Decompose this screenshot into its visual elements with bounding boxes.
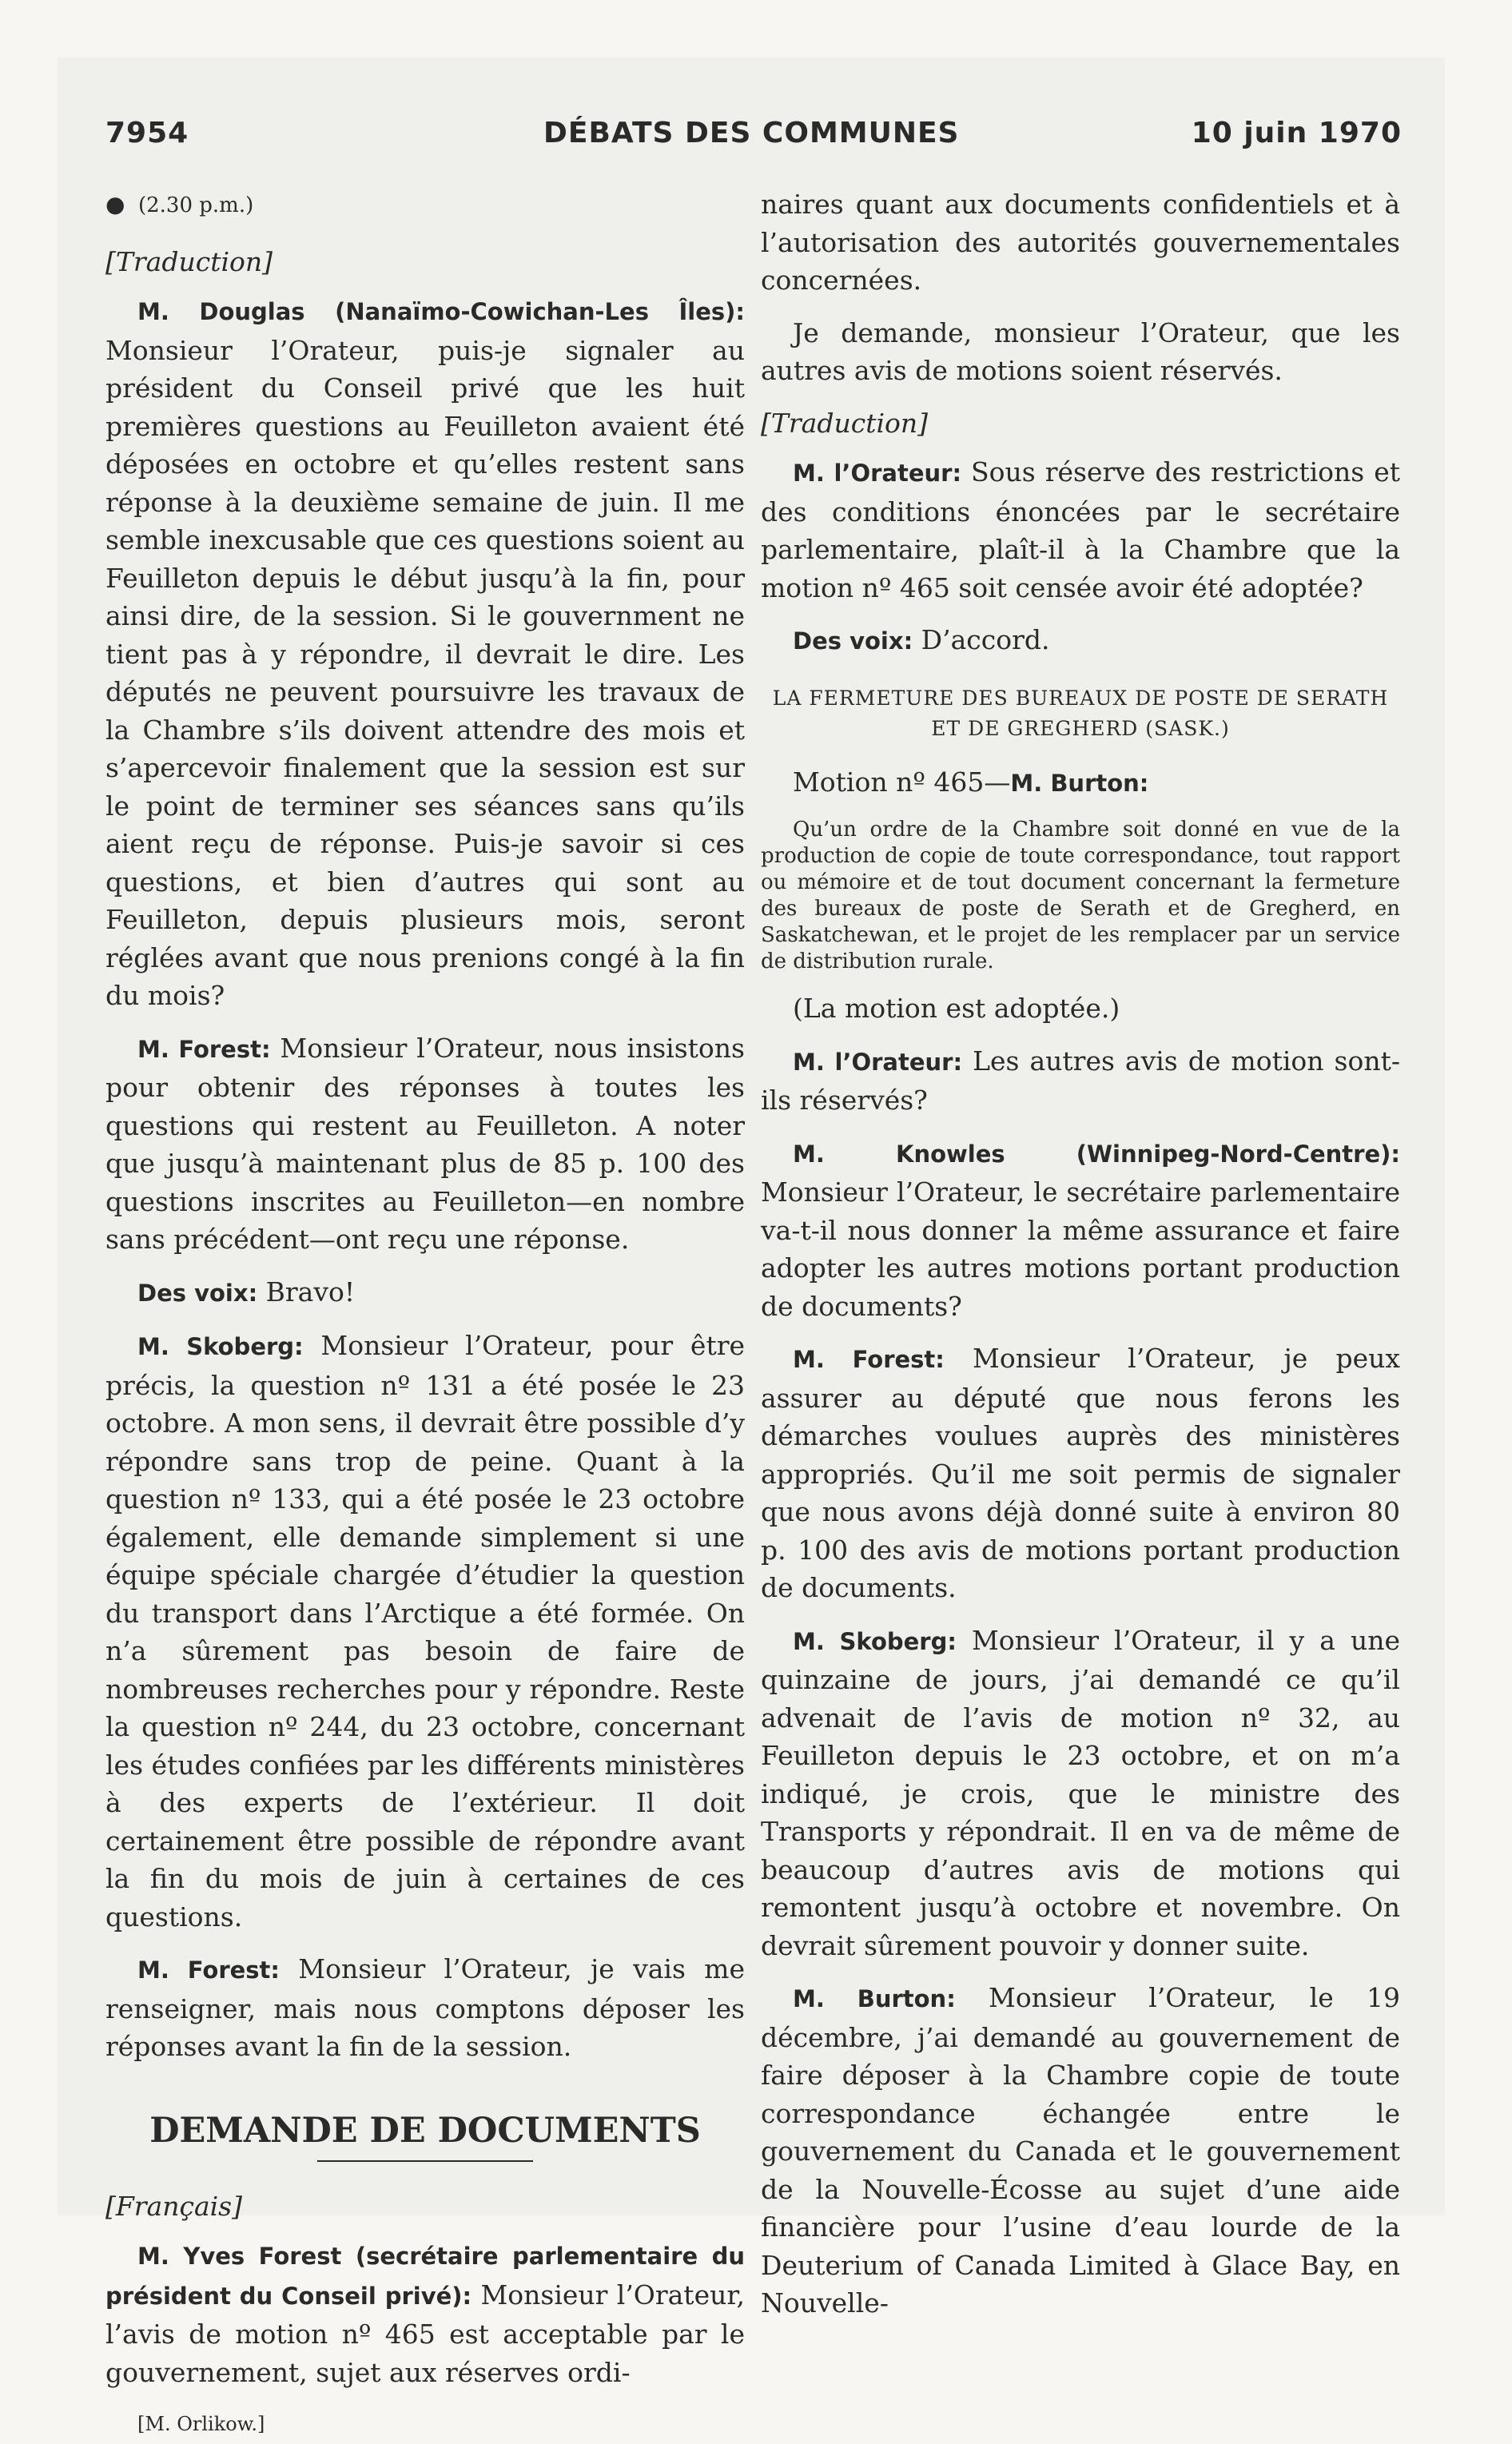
speech-paragraph: Des voix: Bravo!: [137, 1276, 356, 1308]
speaker-name: M. Skoberg:: [137, 1333, 304, 1360]
speech-paragraph: M. Yves Forest (secrétaire parlementaire du président du Conseil privé): Monsieur l’Orateur, l’avis de motion nº 465 est acceptable par le gouvernement, sujet aux réserves ordi-: [105, 2243, 745, 2388]
speech-paragraph: M. Forest: Monsieur l’Orateur, je vais me renseigner, mais nous comptons déposer les réponses avant la fin de la session.: [105, 1953, 745, 2062]
speech-paragraph: M. l’Orateur: Sous réserve des restrictions et des conditions énoncées par le secrétaire parlementaire, plaît-il à la Chambre que la motion nº 465 soit censée avoir été adoptée?: [761, 456, 1401, 603]
motion-text: Qu’un ordre de la Chambre soit donné en vue de la production de copie de toute correspondance, tout rapport ou mémoire et de tout document concernant la fermeture des bureaux de poste de Serath et de Gregherd, en Saskatchewan, et le projet de les remplacer par un service de distribution rurale.: [761, 818, 1400, 973]
motion-header: Motion nº 465—M. Burton:: [793, 766, 1149, 798]
speech-paragraph: M. Forest: Monsieur l’Orateur, je peux assurer au député que nous ferons les démarches voulues auprès des ministères appropriés. Qu’il me soit permis de signaler que nous avons déjà donné suite à environ 80 p. 100 des avis de motions portant production de documents.: [761, 1343, 1400, 1603]
page-header: [105, 117, 1402, 165]
left-column: [105, 185, 745, 2444]
motion-subheading: LA FERMETURE DES BUREAUX DE POSTE DE SERATH ET DE GREGHERD (SASK.): [772, 686, 1389, 740]
speech-paragraph: naires quant aux documents confidentiels et à l’autorisation des autorités gouvernementales concernées.: [761, 189, 1400, 296]
speaker-name: M. Skoberg:: [793, 1627, 957, 1655]
speech-paragraph: M. Burton: Monsieur l’Orateur, le 19 décembre, j’ai demandé au gouvernement de faire déposer à la Chambre copie de toute correspondance échangée entre le gouvernement du Canada et le gouvernement de la Nouvelle-Écosse au sujet d’une aide financière pour l’usine d’eau lourde de la Deuterium of Canada Limited à Glace Bay, en Nouvelle-: [761, 1982, 1400, 2319]
speaker-name: M. Yves Forest (secrétaire parlementaire du président du Conseil privé):: [105, 2243, 745, 2310]
speaker-name: M. Burton:: [793, 1985, 956, 2012]
page-number: 7954: [105, 117, 189, 149]
speech-paragraph: M. Skoberg: Monsieur l’Orateur, il y a une quinzaine de jours, j’ai demandé ce qu’il advenait de l’avis de motion nº 32, au Feuilleton depuis le 23 octobre, et on m’a indiqué, je crois, que le ministre des Transports y répondrait. Il en va de même de beaucoup d’autres avis de motions qui remontent jusqu’à octobre et novembre. On devrait sûrement pouvoir y donner suite.: [761, 1624, 1400, 1961]
speaker-name: M. Forest:: [137, 1956, 281, 1984]
speaker-name: Des voix:: [793, 627, 913, 655]
speaker-name: M. l’Orateur:: [793, 1048, 963, 1076]
speech-paragraph: M. Forest: Monsieur l’Orateur, nous insistons pour obtenir des réponses à toutes les questions qui restent au Feuilleton. A noter que jusqu’à maintenant plus de 85 p. 100 des questions inscrites au Feuilleton—en nombre sans précédent—ont reçu une réponse.: [105, 1032, 745, 1255]
bullet-icon: ●: [105, 191, 125, 217]
speech-paragraph: Je demande, monsieur l’Orateur, que les autres avis de motions soient réservés.: [761, 316, 1400, 386]
speech-paragraph: M. Skoberg: Monsieur l’Orateur, pour être précis, la question nº 131 a été posée le 23 octobre. A mon sens, il devrait être possible d’y répondre sans trop de peine. Quant à la question nº 133, qui a été posée le 23 octobre également, elle demande simplement si une équipe spéciale chargée d’étudier la question du transport dans l’Arctique a été formée. On n’a sûrement pas besoin de faire de nombreuses recherches pour y répondre. Reste la question nº 244, du 23 octobre, concernant les études confiées par les différents ministères à des experts de l’extérieur. Il doit certainement être possible de répondre avant la fin du mois de juin à certaines de ces questions.: [105, 1330, 746, 1933]
language-label: [Français]: [105, 2190, 242, 2222]
continued-speaker-note: [M. Orlikow.]: [137, 2413, 265, 2435]
motion-result: (La motion est adoptée.): [793, 993, 1120, 1024]
section-heading: DEMANDE DE DOCUMENTS: [149, 2110, 701, 2151]
speaker-name: M. Forest:: [137, 1035, 271, 1063]
running-title: DÉBATS DES COMMUNES: [543, 117, 960, 149]
speaker-name: M. Douglas (Nanaïmo-Cowichan-Les Îles):: [137, 298, 745, 325]
speaker-name: M. Burton:: [1010, 769, 1149, 797]
heading-rule: [317, 2160, 533, 2162]
speaker-name: M. Forest:: [793, 1346, 945, 1373]
speech-paragraph: M. Douglas (Nanaïmo-Cowichan-Les Îles): Monsieur l’Orateur, puis-je signaler au président du Conseil privé que les huit premières questions au Feuilleton avaient été déposées en octobre et qu’elles restent sans réponse à la deuxième semaine de juin. Il me semble inexcusable que ces questions soient au Feuilleton depuis le début jusqu’à la fin, pour ainsi dire, de la session. Si le gouvernment ne tient pas à y répondre, il devrait le dire. Les députés ne peuvent poursuivre les travaux de la Chambre s’ils doivent attendre des mois et s’apercevoir finalement que la session est sur le point de terminer ses séances sans qu’ils aient reçu de réponse. Puis-je savoir si ces questions, et bien d’autres qui sont au Feuilleton, depuis plusieurs mois, seront réglées avant que nous prenions congé à la fin du mois?: [105, 298, 745, 1011]
language-label: [Traduction]: [761, 407, 929, 439]
right-column: [761, 185, 1400, 2337]
speech-paragraph: M. Knowles (Winnipeg-Nord-Centre): Monsieur l’Orateur, le secrétaire parlementaire va-t-il nous donner la même assurance et faire adopter les autres motions portant production de documents?: [761, 1140, 1400, 1322]
page-date: 10 juin 1970: [1191, 117, 1402, 149]
speech-paragraph: Des voix: D’accord.: [793, 624, 1050, 655]
language-label: [Traduction]: [105, 245, 273, 277]
time-marker: ● (2.30 p.m.): [105, 191, 254, 217]
speaker-name: M. l’Orateur:: [793, 460, 962, 487]
speaker-name: M. Knowles (Winnipeg-Nord-Centre):: [793, 1140, 1400, 1168]
speaker-name: Des voix:: [137, 1279, 258, 1307]
speech-paragraph: M. l’Orateur: Les autres avis de motion sont-ils réservés?: [761, 1045, 1400, 1116]
